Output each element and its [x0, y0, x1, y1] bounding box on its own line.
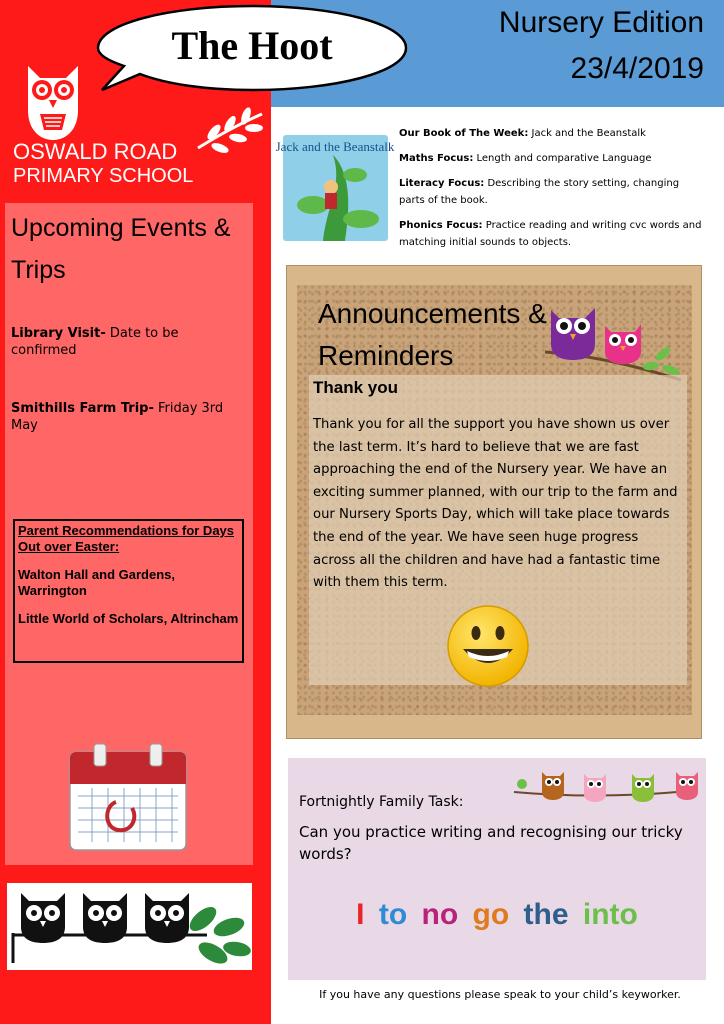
- tricky-word: no: [421, 898, 459, 931]
- newsletter-title: The Hoot: [171, 23, 333, 68]
- focus-label: Maths Focus:: [399, 153, 474, 164]
- tricky-word: I: [356, 898, 365, 931]
- task-question: Can you practice writing and recognising our tricky words?: [299, 823, 683, 863]
- tricky-words: [288, 898, 706, 932]
- announcement-heading: Thank you: [313, 378, 399, 397]
- calendar-icon: [68, 742, 188, 852]
- event-item: [11, 400, 241, 434]
- owls-icon: [545, 296, 683, 386]
- book-cover-image: [275, 135, 395, 241]
- announcements-title: Announcements & Reminders: [318, 298, 547, 371]
- recommendation-item: Little World of Scholars, Altrincham: [18, 611, 239, 626]
- event-label: Library Visit-: [11, 326, 106, 341]
- school-name-line2: PRIMARY SCHOOL: [13, 165, 194, 187]
- focus-text: Jack and the Beanstalk: [528, 128, 646, 139]
- owl-logo-icon: [18, 60, 88, 142]
- smiley-icon: [445, 603, 531, 689]
- focus-text: Length and comparative Language: [473, 153, 652, 164]
- focus-text: Describing the story setting, changing parts of the book.: [399, 178, 680, 206]
- footer-note: If you have any questions please speak to your child’s keyworker.: [319, 988, 681, 1001]
- event-detail: Friday 3rd May: [11, 401, 224, 433]
- school-name-line1: OSWALD ROAD: [13, 139, 178, 164]
- focus-label: Our Book of The Week:: [399, 128, 529, 139]
- book-cover-title: Jack and the Beanstalk: [275, 139, 395, 154]
- announcement-body: Thank you for all the support you have shown us over the last term. It’s hard to believe that we are fast approaching the end of the Nursery year. We have an exciting summer planned, with our trip to the farm and our Nursery Sports Day, which will take place towards the end of the year. We have seen huge progress across all the children and have had a fantastic time with them this term.: [313, 417, 678, 591]
- focus-row-phonics: [399, 217, 704, 251]
- owls-on-branch-image: [7, 883, 252, 970]
- task-heading: Fortnightly Family Task:: [299, 794, 464, 810]
- recommendations-heading: Parent Recommendations for Days Out over Easter:: [18, 523, 235, 554]
- event-label: Smithills Farm Trip-: [11, 401, 154, 416]
- recommendation-item: Walton Hall and Gardens, Warrington: [18, 567, 175, 598]
- focus-label: Phonics Focus:: [399, 220, 483, 231]
- recommendations-box: [13, 519, 244, 663]
- focus-text: Practice reading and writing cvc words and matching initial sounds to objects.: [399, 220, 702, 248]
- event-item: [11, 325, 241, 359]
- focus-row-book: [399, 125, 704, 142]
- focus-label: Literacy Focus:: [399, 178, 485, 189]
- events-title: Upcoming Events & Trips: [11, 214, 231, 284]
- event-detail: Date to be confirmed: [11, 326, 179, 358]
- branch-logo-icon: [196, 108, 264, 154]
- edition-label: Nursery Edition: [498, 6, 704, 39]
- focus-row-maths: [399, 150, 704, 167]
- issue-date: 23/4/2019: [570, 52, 704, 85]
- owls-row-icon: [514, 766, 698, 806]
- tricky-word: go: [472, 898, 510, 931]
- tricky-word: into: [582, 898, 638, 931]
- tricky-word: to: [378, 898, 408, 931]
- tricky-word: the: [523, 898, 569, 931]
- focus-row-literacy: [399, 175, 704, 209]
